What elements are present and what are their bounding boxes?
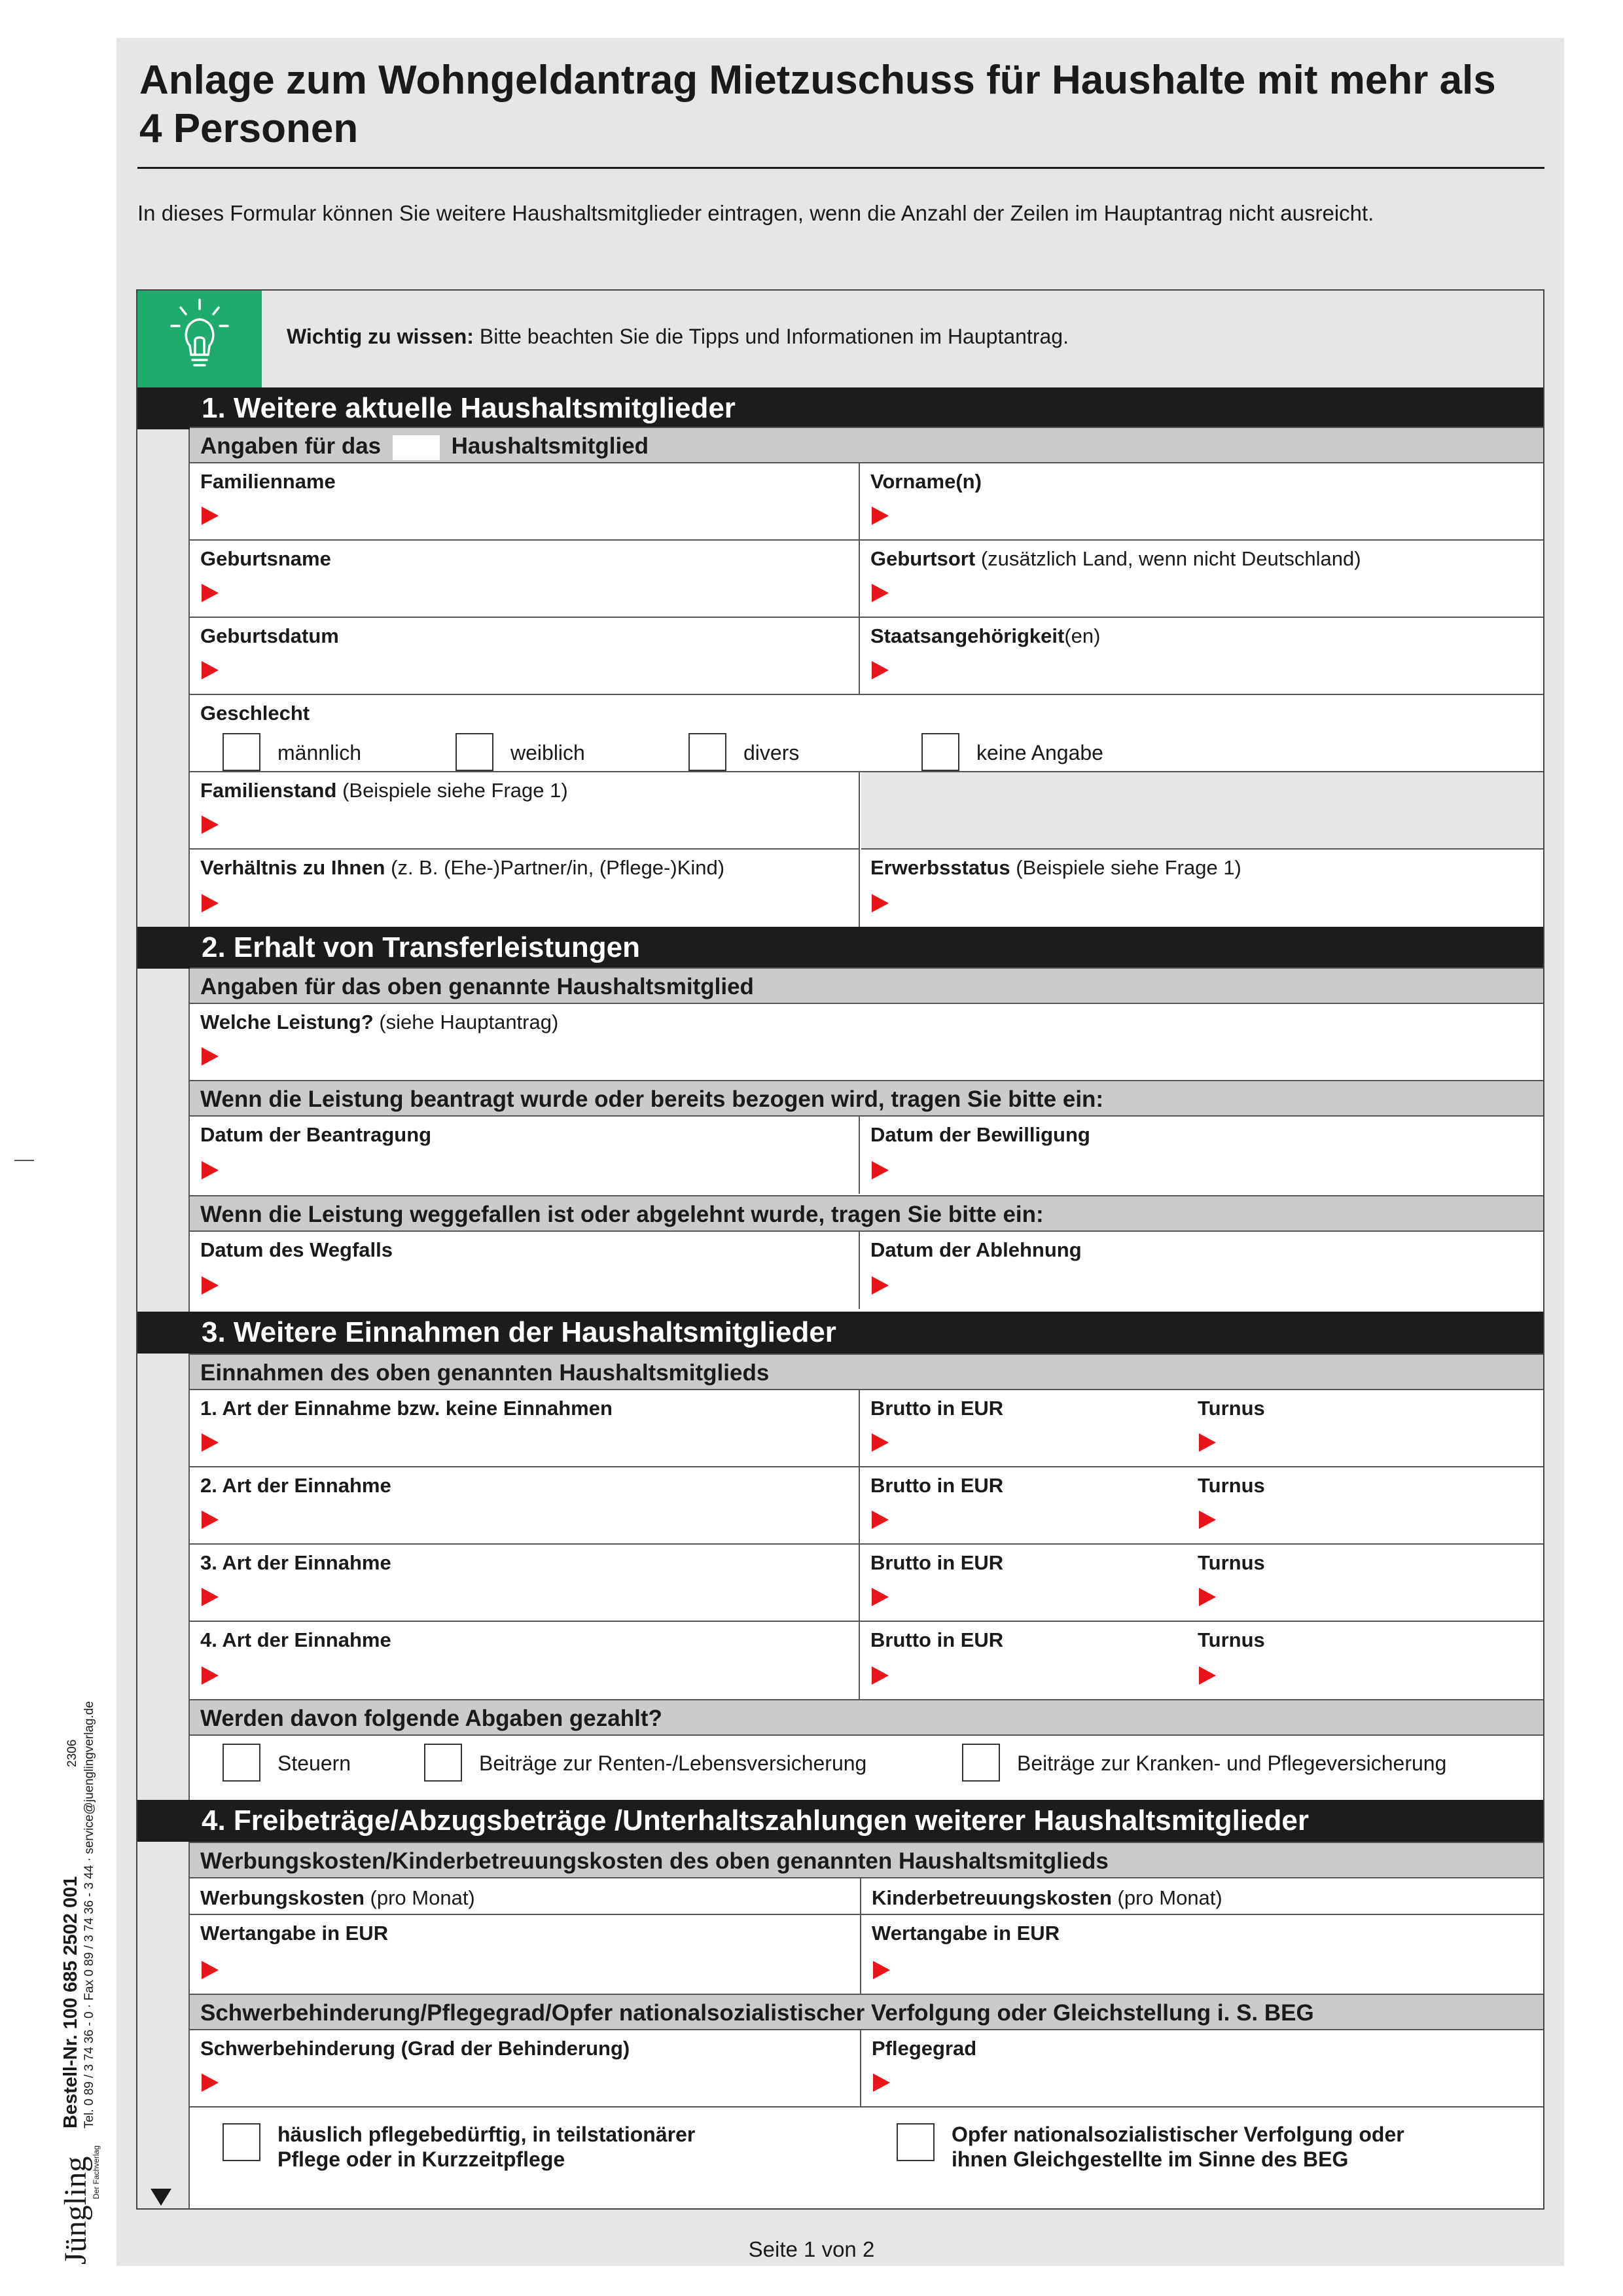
leistung-field[interactable]: Welche Leistung? (siehe Hauptantrag) — [190, 1004, 1543, 1080]
checkbox-steuern[interactable] — [223, 1744, 260, 1782]
datum-wegfall-field[interactable]: Datum des Wegfalls — [190, 1232, 860, 1309]
datum-ablehnung-field[interactable]: Datum der Ablehnung — [860, 1232, 1543, 1309]
geburtsort-field[interactable]: Geburtsort (zusätzlich Land, wenn nicht Deutschland) — [860, 541, 1543, 618]
section-4-subheader: Werbungskosten/Kinderbetreuungskosten des oben genannten Haushaltsmitglieds — [190, 1842, 1543, 1878]
checkbox-keine-angabe[interactable] — [921, 733, 959, 771]
einnahme-art-field[interactable]: 3. Art der Einnahme — [190, 1545, 860, 1622]
section-4-header: 4. Freibeträge/Abzugsbeträge /Unterhaltszahlungen weiterer Haushaltsmitglieder — [137, 1800, 1543, 1842]
einnahme-brutto-field[interactable]: Brutto in EUR — [860, 1467, 1187, 1545]
publisher-tagline: Der Fachverlag — [92, 2145, 101, 2199]
section-2-subheader-wegfall: Wenn die Leistung weggefallen ist oder abgelehnt wurde, tragen Sie bitte ein: — [190, 1195, 1543, 1232]
continue-arrow-icon — [151, 2189, 171, 2206]
form-code: 2306 — [65, 1739, 79, 1767]
publisher-logo: Jüngling — [58, 2156, 93, 2265]
checkbox-maennlich[interactable] — [223, 733, 260, 771]
einnahme-art-field[interactable]: 2. Art der Einnahme — [190, 1467, 860, 1545]
geburtsdatum-field[interactable]: Geburtsdatum — [190, 618, 860, 695]
section-2-margin — [137, 969, 190, 1335]
datum-beantragung-field[interactable]: Datum der Beantragung — [190, 1117, 860, 1194]
checkbox-krankenversicherung[interactable] — [962, 1744, 1000, 1782]
section-4-subheader-schwerbehinderung: Schwerbehinderung/Pflegegrad/Opfer nationalsozialistischer Verfolgung oder Gleichstellung i. S. BEG — [190, 1994, 1543, 2030]
section-3-subheader-abgaben: Werden davon folgende Abgaben gezahlt? — [190, 1699, 1543, 1736]
section-2-header: 2. Erhalt von Transferleistungen — [137, 927, 1543, 969]
vorname-field[interactable]: Vorname(n) — [860, 463, 1543, 541]
einnahme-turnus-field[interactable]: Turnus — [1187, 1390, 1543, 1467]
checkbox-rentenversicherung[interactable] — [424, 1744, 462, 1782]
einnahme-brutto-field[interactable]: Brutto in EUR — [860, 1622, 1187, 1699]
pflegegrad-field[interactable]: Pflegegrad — [861, 2030, 1543, 2108]
section-1-margin — [137, 429, 190, 940]
einnahme-brutto-field[interactable]: Brutto in EUR — [860, 1390, 1187, 1467]
checkbox-weiblich[interactable] — [455, 733, 493, 771]
pflege-checkbox-row: häuslich pflegebedürftig, in teilstationärer Pflege oder in Kurzzeitpflege Opfer nationalsozialistischer Verfolgung oder ihnen Gleichgestellte im Sinne des BEG — [190, 2108, 1543, 2208]
section-3-header: 3. Weitere Einnahmen der Haushaltsmitglieder — [137, 1312, 1543, 1354]
familienname-field[interactable]: Familienname — [190, 463, 860, 541]
section-2-subheader: Angaben für das oben genannte Haushaltsmitglied — [190, 967, 1543, 1004]
werbungskosten-wert-field[interactable]: Wertangabe in EUR — [190, 1915, 861, 1994]
intro-text: In dieses Formular können Sie weitere Haushaltsmitglieder eintragen, wenn die Anzahl der Zeilen im Hauptantrag nicht ausreicht. — [137, 201, 1374, 225]
einnahme-turnus-field[interactable]: Turnus — [1187, 1622, 1543, 1699]
checkbox-opfer-ns-verfolgung[interactable] — [897, 2123, 935, 2161]
werbungskosten-label-cell: Werbungskosten (pro Monat) — [190, 1878, 861, 1915]
einnahme-art-field[interactable]: 1. Art der Einnahme bzw. keine Einnahmen — [190, 1390, 860, 1467]
einnahme-brutto-field[interactable]: Brutto in EUR — [860, 1545, 1187, 1622]
erwerbsstatus-field[interactable]: Erwerbsstatus (Beispiele siehe Frage 1) — [860, 850, 1543, 927]
page-title: Anlage zum Wohngeldantrag Mietzuschuss für Haushalte mit mehr als 4 Personen — [139, 58, 1496, 151]
section-4-margin — [137, 1842, 190, 2208]
section-2-subheader-bezug: Wenn die Leistung beantragt wurde oder bereits bezogen wird, tragen Sie bitte ein: — [190, 1080, 1543, 1117]
section-3-margin — [137, 1354, 190, 1812]
schwerbehinderung-field[interactable]: Schwerbehinderung (Grad der Behinderung) — [190, 2030, 861, 2108]
title-divider — [137, 167, 1544, 169]
staatsangehoerigkeit-field[interactable]: Staatsangehörigkeit(en) — [860, 618, 1543, 695]
tip-text: Wichtig zu wissen: Bitte beachten Sie die Tipps und Informationen im Hauptantrag. — [287, 325, 1069, 348]
geburtsname-field[interactable]: Geburtsname — [190, 541, 860, 618]
einnahme-turnus-field[interactable]: Turnus — [1187, 1545, 1543, 1622]
einnahme-art-field[interactable]: 4. Art der Einnahme — [190, 1622, 860, 1699]
geschlecht-row: Geschlecht männlich weiblich divers keine Angabe — [190, 695, 1543, 772]
checkbox-divers[interactable] — [688, 733, 726, 771]
lightbulb-icon — [137, 291, 262, 387]
abgaben-row: Steuern Beiträge zur Renten-/Lebensversicherung Beiträge zur Kranken- und Pflegeversicherung — [190, 1736, 1543, 1799]
einnahme-turnus-field[interactable]: Turnus — [1187, 1467, 1543, 1545]
kinderbetreuung-wert-field[interactable]: Wertangabe in EUR — [861, 1915, 1543, 1994]
publisher-contact: Tel. 0 89 / 3 74 36 - 0 · Fax 0 89 / 3 74 36 - 3 44 · service@juenglingverlag.de — [82, 1701, 96, 2128]
tip-box — [137, 291, 1543, 387]
order-number: Bestell-Nr. 100 685 2502 001 — [60, 1876, 81, 2128]
page-number: Seite 1 von 2 — [748, 2237, 875, 2261]
greyed-empty-cell — [861, 772, 1543, 850]
member-number-field[interactable] — [393, 435, 440, 460]
checkbox-pflegebeduerftig[interactable] — [223, 2123, 260, 2161]
form-frame — [136, 289, 1544, 2210]
fold-mark — [14, 1160, 34, 1161]
section-3-subheader: Einnahmen des oben genannten Haushaltsmitglieds — [190, 1354, 1543, 1390]
verhaeltnis-field[interactable]: Verhältnis zu Ihnen (z. B. (Ehe-)Partner/in, (Pflege-)Kind) — [190, 850, 860, 927]
section-1-subheader: Angaben für das Haushaltsmitglied — [190, 427, 1543, 463]
datum-bewilligung-field[interactable]: Datum der Bewilligung — [860, 1117, 1543, 1194]
kinderbetreuung-label-cell: Kinderbetreuungskosten (pro Monat) — [861, 1878, 1543, 1915]
section-1-header: 1. Weitere aktuelle Haushaltsmitglieder — [137, 387, 1543, 429]
familienstand-field[interactable]: Familienstand (Beispiele siehe Frage 1) — [190, 772, 860, 850]
